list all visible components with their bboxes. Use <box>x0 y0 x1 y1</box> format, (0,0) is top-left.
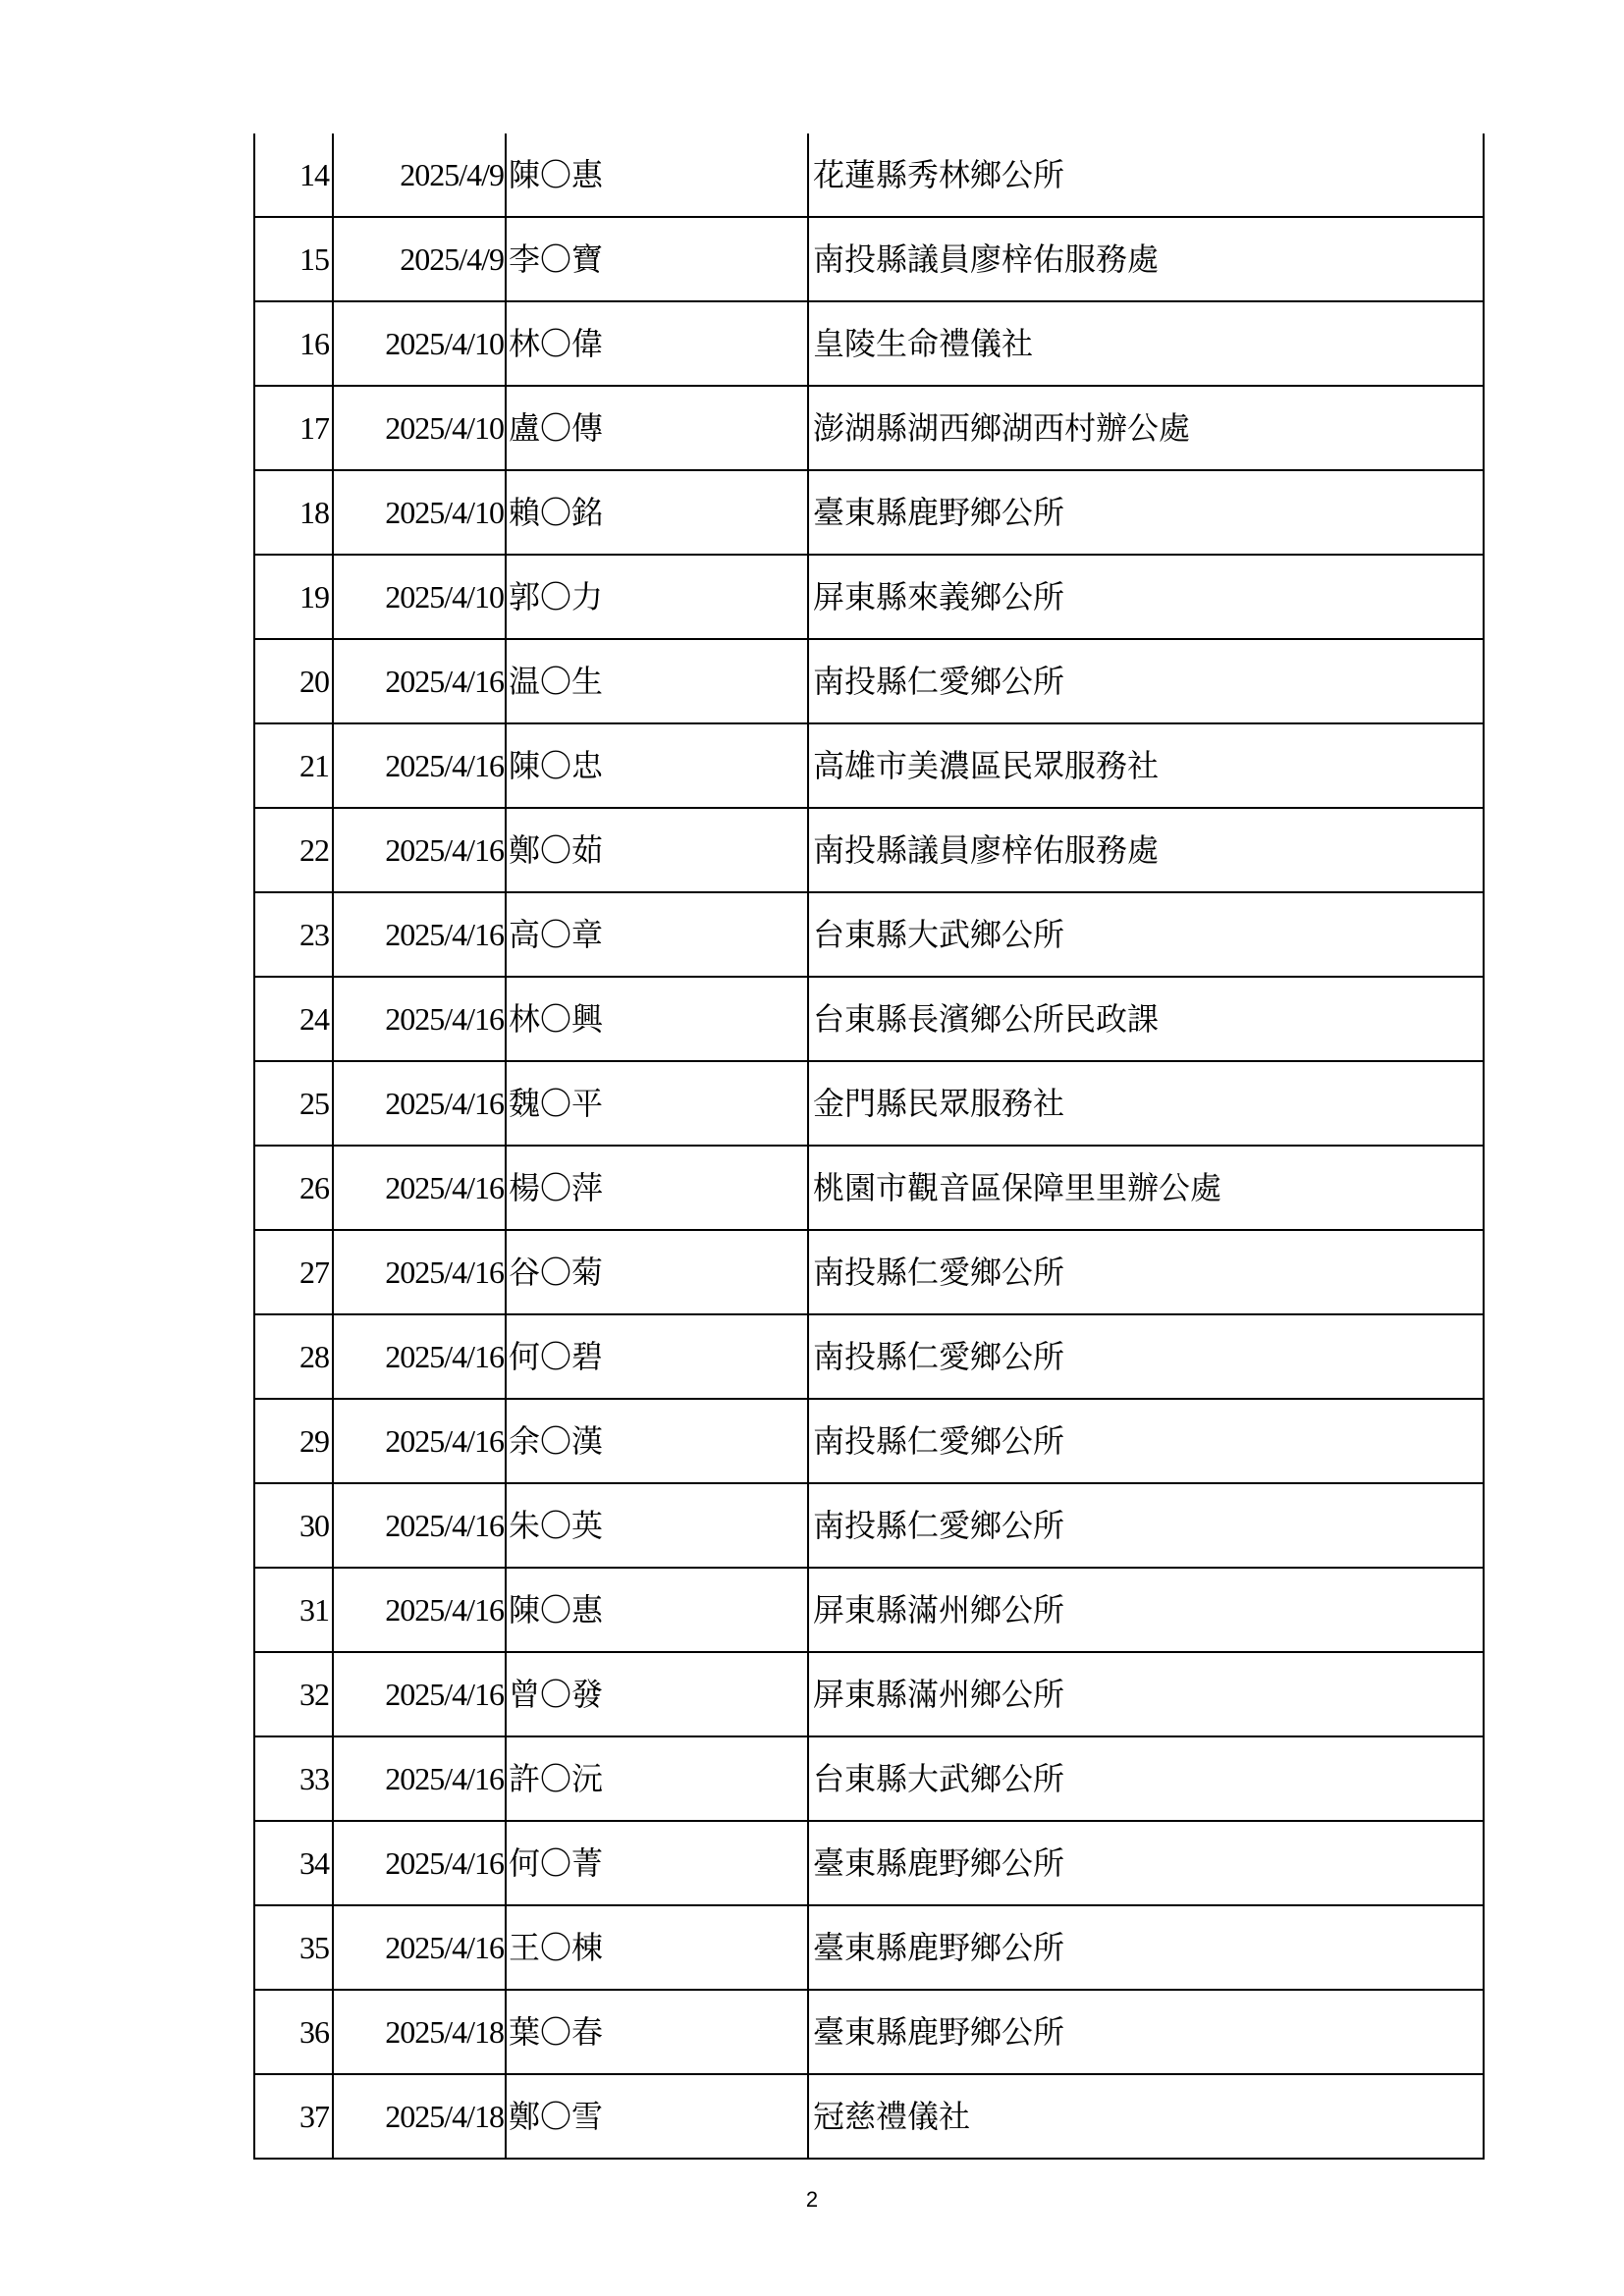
organization-cell: 南投縣議員廖梓佑服務處 <box>808 808 1484 892</box>
roster-table <box>253 133 1485 2160</box>
date-cell: 2025/4/10 <box>333 470 506 555</box>
row-number-cell: 23 <box>254 892 333 977</box>
row-number-cell: 31 <box>254 1568 333 1652</box>
roster-table-body <box>254 133 1484 2159</box>
organization-cell: 南投縣仁愛鄉公所 <box>808 1483 1484 1568</box>
date-cell: 2025/4/16 <box>333 892 506 977</box>
page-number: 2 <box>805 2187 819 2212</box>
row-number-cell: 29 <box>254 1399 333 1483</box>
table-row <box>254 1905 1484 1990</box>
row-number-cell: 18 <box>254 470 333 555</box>
row-number-cell: 24 <box>254 977 333 1061</box>
organization-cell: 南投縣仁愛鄉公所 <box>808 1399 1484 1483</box>
organization-cell: 臺東縣鹿野鄉公所 <box>808 470 1484 555</box>
row-number-cell: 36 <box>254 1990 333 2074</box>
person-name-cell: 谷〇菊 <box>506 1230 808 1314</box>
organization-cell: 屏東縣滿州鄉公所 <box>808 1652 1484 1736</box>
date-cell: 2025/4/10 <box>333 555 506 639</box>
person-name-cell: 賴〇銘 <box>506 470 808 555</box>
row-number-cell: 20 <box>254 639 333 723</box>
row-number-cell: 25 <box>254 1061 333 1146</box>
row-number-cell: 21 <box>254 723 333 808</box>
organization-cell: 桃園市觀音區保障里里辦公處 <box>808 1146 1484 1230</box>
table-row <box>254 1483 1484 1568</box>
date-cell: 2025/4/16 <box>333 1821 506 1905</box>
table-row <box>254 892 1484 977</box>
table-row <box>254 470 1484 555</box>
row-number-cell: 35 <box>254 1905 333 1990</box>
date-cell: 2025/4/16 <box>333 1483 506 1568</box>
date-cell: 2025/4/16 <box>333 808 506 892</box>
person-name-cell: 余〇漢 <box>506 1399 808 1483</box>
row-number-cell: 37 <box>254 2074 333 2159</box>
row-number-cell: 30 <box>254 1483 333 1568</box>
person-name-cell: 曾〇發 <box>506 1652 808 1736</box>
row-number-cell: 32 <box>254 1652 333 1736</box>
person-name-cell: 許〇沅 <box>506 1736 808 1821</box>
row-number-cell: 22 <box>254 808 333 892</box>
person-name-cell: 李〇寶 <box>506 217 808 301</box>
organization-cell: 屏東縣滿州鄉公所 <box>808 1568 1484 1652</box>
row-number-cell: 15 <box>254 217 333 301</box>
person-name-cell: 林〇偉 <box>506 301 808 386</box>
row-number-cell: 17 <box>254 386 333 470</box>
date-cell: 2025/4/9 <box>333 133 506 217</box>
row-number-cell: 28 <box>254 1314 333 1399</box>
person-name-cell: 王〇棟 <box>506 1905 808 1990</box>
organization-cell: 澎湖縣湖西鄉湖西村辦公處 <box>808 386 1484 470</box>
table-row <box>254 1061 1484 1146</box>
organization-cell: 屏東縣來義鄉公所 <box>808 555 1484 639</box>
organization-cell: 冠慈禮儀社 <box>808 2074 1484 2159</box>
date-cell: 2025/4/16 <box>333 1736 506 1821</box>
person-name-cell: 何〇菁 <box>506 1821 808 1905</box>
table-row <box>254 639 1484 723</box>
date-cell: 2025/4/16 <box>333 1061 506 1146</box>
person-name-cell: 陳〇惠 <box>506 133 808 217</box>
person-name-cell: 何〇碧 <box>506 1314 808 1399</box>
table-row <box>254 1146 1484 1230</box>
date-cell: 2025/4/16 <box>333 723 506 808</box>
date-cell: 2025/4/16 <box>333 1399 506 1483</box>
table-row <box>254 808 1484 892</box>
table-row <box>254 2074 1484 2159</box>
person-name-cell: 温〇生 <box>506 639 808 723</box>
table-row <box>254 301 1484 386</box>
date-cell: 2025/4/16 <box>333 1905 506 1990</box>
person-name-cell: 陳〇惠 <box>506 1568 808 1652</box>
date-cell: 2025/4/16 <box>333 1146 506 1230</box>
date-cell: 2025/4/10 <box>333 386 506 470</box>
organization-cell: 台東縣長濱鄉公所民政課 <box>808 977 1484 1061</box>
table-row <box>254 1230 1484 1314</box>
row-number-cell: 14 <box>254 133 333 217</box>
person-name-cell: 高〇章 <box>506 892 808 977</box>
table-row <box>254 1821 1484 1905</box>
person-name-cell: 陳〇忠 <box>506 723 808 808</box>
date-cell: 2025/4/16 <box>333 639 506 723</box>
row-number-cell: 33 <box>254 1736 333 1821</box>
date-cell: 2025/4/10 <box>333 301 506 386</box>
person-name-cell: 葉〇春 <box>506 1990 808 2074</box>
table-row <box>254 217 1484 301</box>
date-cell: 2025/4/16 <box>333 1568 506 1652</box>
date-cell: 2025/4/18 <box>333 1990 506 2074</box>
date-cell: 2025/4/16 <box>333 977 506 1061</box>
table-row <box>254 1314 1484 1399</box>
table-row <box>254 1736 1484 1821</box>
table-row <box>254 977 1484 1061</box>
organization-cell: 臺東縣鹿野鄉公所 <box>808 1821 1484 1905</box>
table-row <box>254 1652 1484 1736</box>
row-number-cell: 26 <box>254 1146 333 1230</box>
person-name-cell: 楊〇萍 <box>506 1146 808 1230</box>
table-row <box>254 723 1484 808</box>
organization-cell: 高雄市美濃區民眾服務社 <box>808 723 1484 808</box>
row-number-cell: 34 <box>254 1821 333 1905</box>
organization-cell: 南投縣仁愛鄉公所 <box>808 1230 1484 1314</box>
organization-cell: 南投縣議員廖梓佑服務處 <box>808 217 1484 301</box>
table-row <box>254 1990 1484 2074</box>
date-cell: 2025/4/16 <box>333 1652 506 1736</box>
row-number-cell: 27 <box>254 1230 333 1314</box>
person-name-cell: 林〇興 <box>506 977 808 1061</box>
organization-cell: 金門縣民眾服務社 <box>808 1061 1484 1146</box>
person-name-cell: 朱〇英 <box>506 1483 808 1568</box>
table-row <box>254 133 1484 217</box>
organization-cell: 花蓮縣秀林鄉公所 <box>808 133 1484 217</box>
date-cell: 2025/4/9 <box>333 217 506 301</box>
organization-cell: 皇陵生命禮儀社 <box>808 301 1484 386</box>
person-name-cell: 鄭〇茹 <box>506 808 808 892</box>
table-row <box>254 386 1484 470</box>
table-row <box>254 1399 1484 1483</box>
organization-cell: 南投縣仁愛鄉公所 <box>808 1314 1484 1399</box>
person-name-cell: 鄭〇雪 <box>506 2074 808 2159</box>
table-row <box>254 1568 1484 1652</box>
row-number-cell: 16 <box>254 301 333 386</box>
organization-cell: 臺東縣鹿野鄉公所 <box>808 1905 1484 1990</box>
organization-cell: 台東縣大武鄉公所 <box>808 892 1484 977</box>
person-name-cell: 郭〇力 <box>506 555 808 639</box>
row-number-cell: 19 <box>254 555 333 639</box>
date-cell: 2025/4/16 <box>333 1314 506 1399</box>
date-cell: 2025/4/18 <box>333 2074 506 2159</box>
table-row <box>254 555 1484 639</box>
person-name-cell: 盧〇傳 <box>506 386 808 470</box>
organization-cell: 台東縣大武鄉公所 <box>808 1736 1484 1821</box>
organization-cell: 南投縣仁愛鄉公所 <box>808 639 1484 723</box>
person-name-cell: 魏〇平 <box>506 1061 808 1146</box>
date-cell: 2025/4/16 <box>333 1230 506 1314</box>
organization-cell: 臺東縣鹿野鄉公所 <box>808 1990 1484 2074</box>
